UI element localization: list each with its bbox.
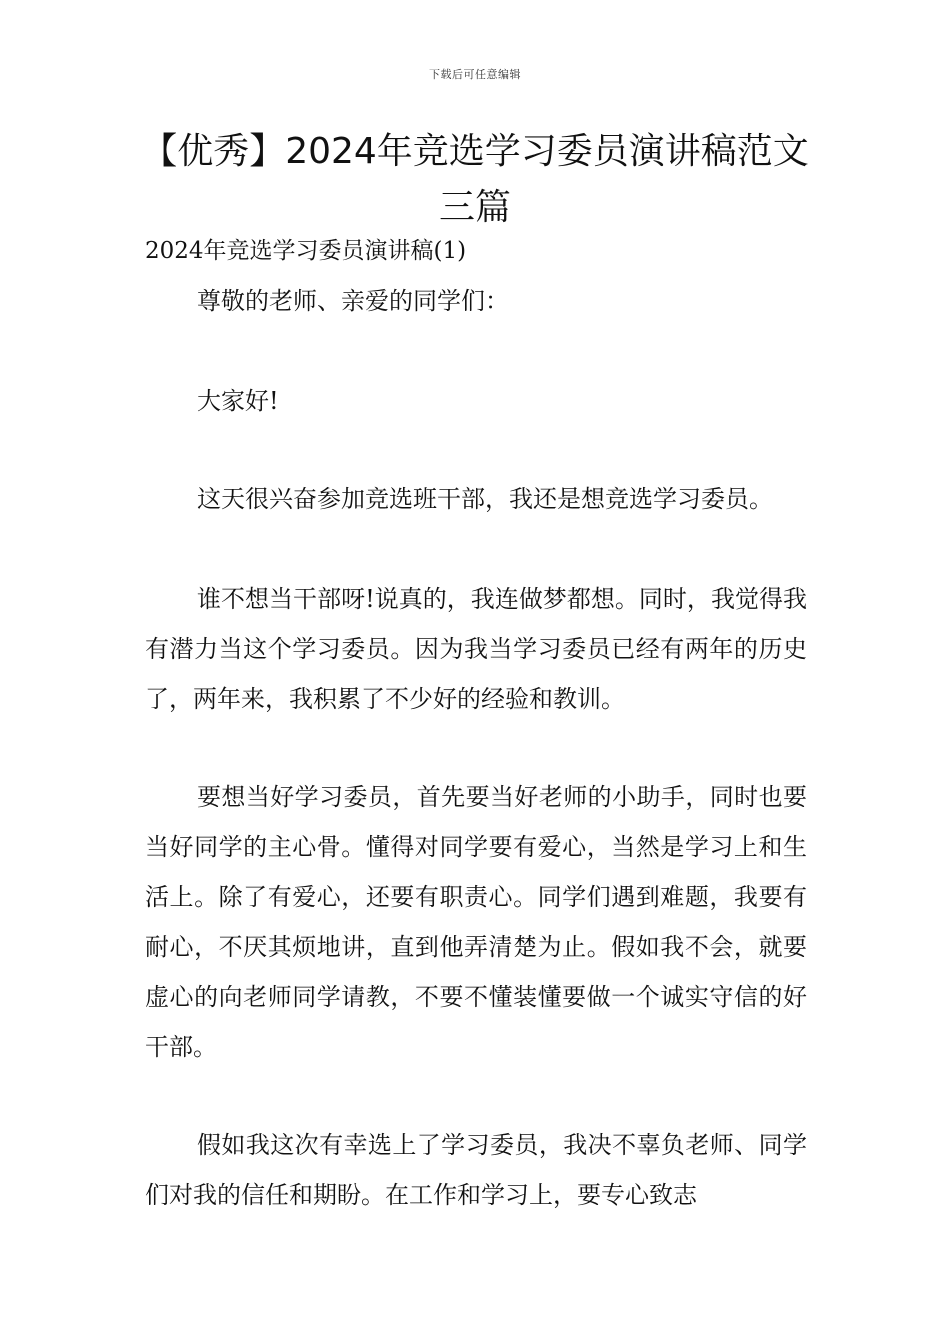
paragraph-greeting: 大家好! xyxy=(197,387,279,415)
section-title: 2024年竞选学习委员演讲稿(1) xyxy=(145,238,467,264)
paragraph-salutation: 尊敬的老师、亲爱的同学们： xyxy=(197,287,509,315)
header-note: 下载后可任意编辑 xyxy=(429,68,521,81)
paragraph: 这天很兴奋参加竞选班干部，我还是想竞选学习委员。 xyxy=(197,485,773,513)
document-title: 【优秀】2024年竞选学习委员演讲稿范文三篇 xyxy=(141,131,809,228)
paragraph: 要想当好学习委员，首先要当好老师的小助手，同时也要当好同学的主心骨。懂得对同学要有爱心，当然是学习上和生活上。除了有爱心，还要有职责心。同学们遇到难题，我要有耐心，不厌其烦地讲，直到他弄清楚为止。假如我不会，就要虚心的向老师同学请教，不要不懂装懂要做一个诚实守信的好干部。 xyxy=(145,783,807,1061)
paragraph: 假如我这次有幸选上了学习委员，我决不辜负老师、同学们对我的信任和期盼。在工作和学习上，要专心致志 xyxy=(145,1131,807,1209)
paragraph: 谁不想当干部呀!说真的，我连做梦都想。同时，我觉得我有潜力当这个学习委员。因为我当学习委员已经有两年的历史了，两年来，我积累了不少好的经验和教训。 xyxy=(145,585,807,713)
